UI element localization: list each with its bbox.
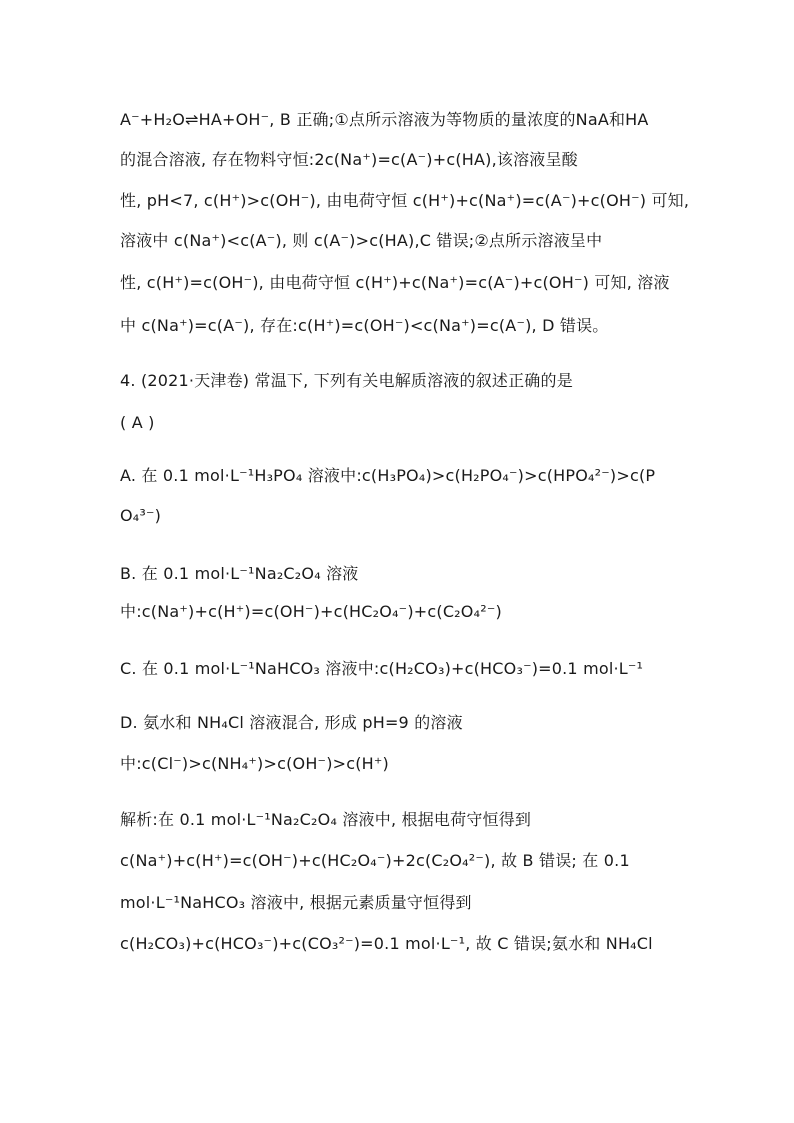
option-d-line-1: D. 氨水和 NH₄Cl 溶液混合, 形成 pH=9 的溶液 <box>120 713 463 732</box>
text-line: 性, c(H⁺)=c(OH⁻), 由电荷守恒 c(H⁺)+c(Na⁺)=c(A⁻)+c(OH⁻) 可知, 溶液 <box>120 273 670 292</box>
question-heading: 4. (2021·天津卷) 常温下, 下列有关电解质溶液的叙述正确的是 <box>120 371 573 390</box>
option-c-line: C. 在 0.1 mol·L⁻¹NaHCO₃ 溶液中:c(H₂CO₃)+c(HCO₃⁻)=0.1 mol·L⁻¹ <box>120 659 644 678</box>
option-b-line-2: 中:c(Na⁺)+c(H⁺)=c(OH⁻)+c(HC₂O₄⁻)+c(C₂O₄²⁻) <box>120 602 502 621</box>
option-b-line-1: B. 在 0.1 mol·L⁻¹Na₂C₂O₄ 溶液 <box>120 564 359 583</box>
analysis-line: c(Na⁺)+c(H⁺)=c(OH⁻)+c(HC₂O₄⁻)+2c(C₂O₄²⁻), 故 B 错误; 在 0.1 <box>120 851 630 870</box>
text-line: 中 c(Na⁺)=c(A⁻), 存在:c(H⁺)=c(OH⁻)<c(Na⁺)=c(A⁻), D 错误。 <box>120 316 609 335</box>
analysis-line: c(H₂CO₃)+c(HCO₃⁻)+c(CO₃²⁻)=0.1 mol·L⁻¹, 故 C 错误;氨水和 NH₄Cl <box>120 934 653 953</box>
text-line: 溶液中 c(Na⁺)<c(A⁻), 则 c(A⁻)>c(HA),C 错误;②点所示溶液呈中 <box>120 231 603 250</box>
option-a-line-2: O₄³⁻) <box>120 506 162 525</box>
text-line: A⁻+H₂O⇌HA+OH⁻, B 正确;①点所示溶液为等物质的量浓度的NaA和HA <box>120 110 649 129</box>
answer-line: ( A ) <box>120 413 155 432</box>
analysis-line: 解析:在 0.1 mol·L⁻¹Na₂C₂O₄ 溶液中, 根据电荷守恒得到 <box>120 810 532 829</box>
option-a-line-1: A. 在 0.1 mol·L⁻¹H₃PO₄ 溶液中:c(H₃PO₄)>c(H₂PO₄⁻)>c(HPO₄²⁻)>c(P <box>120 466 656 485</box>
analysis-line: mol·L⁻¹NaHCO₃ 溶液中, 根据元素质量守恒得到 <box>120 893 472 912</box>
option-d-line-2: 中:c(Cl⁻)>c(NH₄⁺)>c(OH⁻)>c(H⁺) <box>120 754 390 773</box>
text-line: 的混合溶液, 存在物料守恒:2c(Na⁺)=c(A⁻)+c(HA),该溶液呈酸 <box>120 150 578 169</box>
text-line: 性, pH<7, c(H⁺)>c(OH⁻), 由电荷守恒 c(H⁺)+c(Na⁺)=c(A⁻)+c(OH⁻) 可知, <box>120 191 690 210</box>
